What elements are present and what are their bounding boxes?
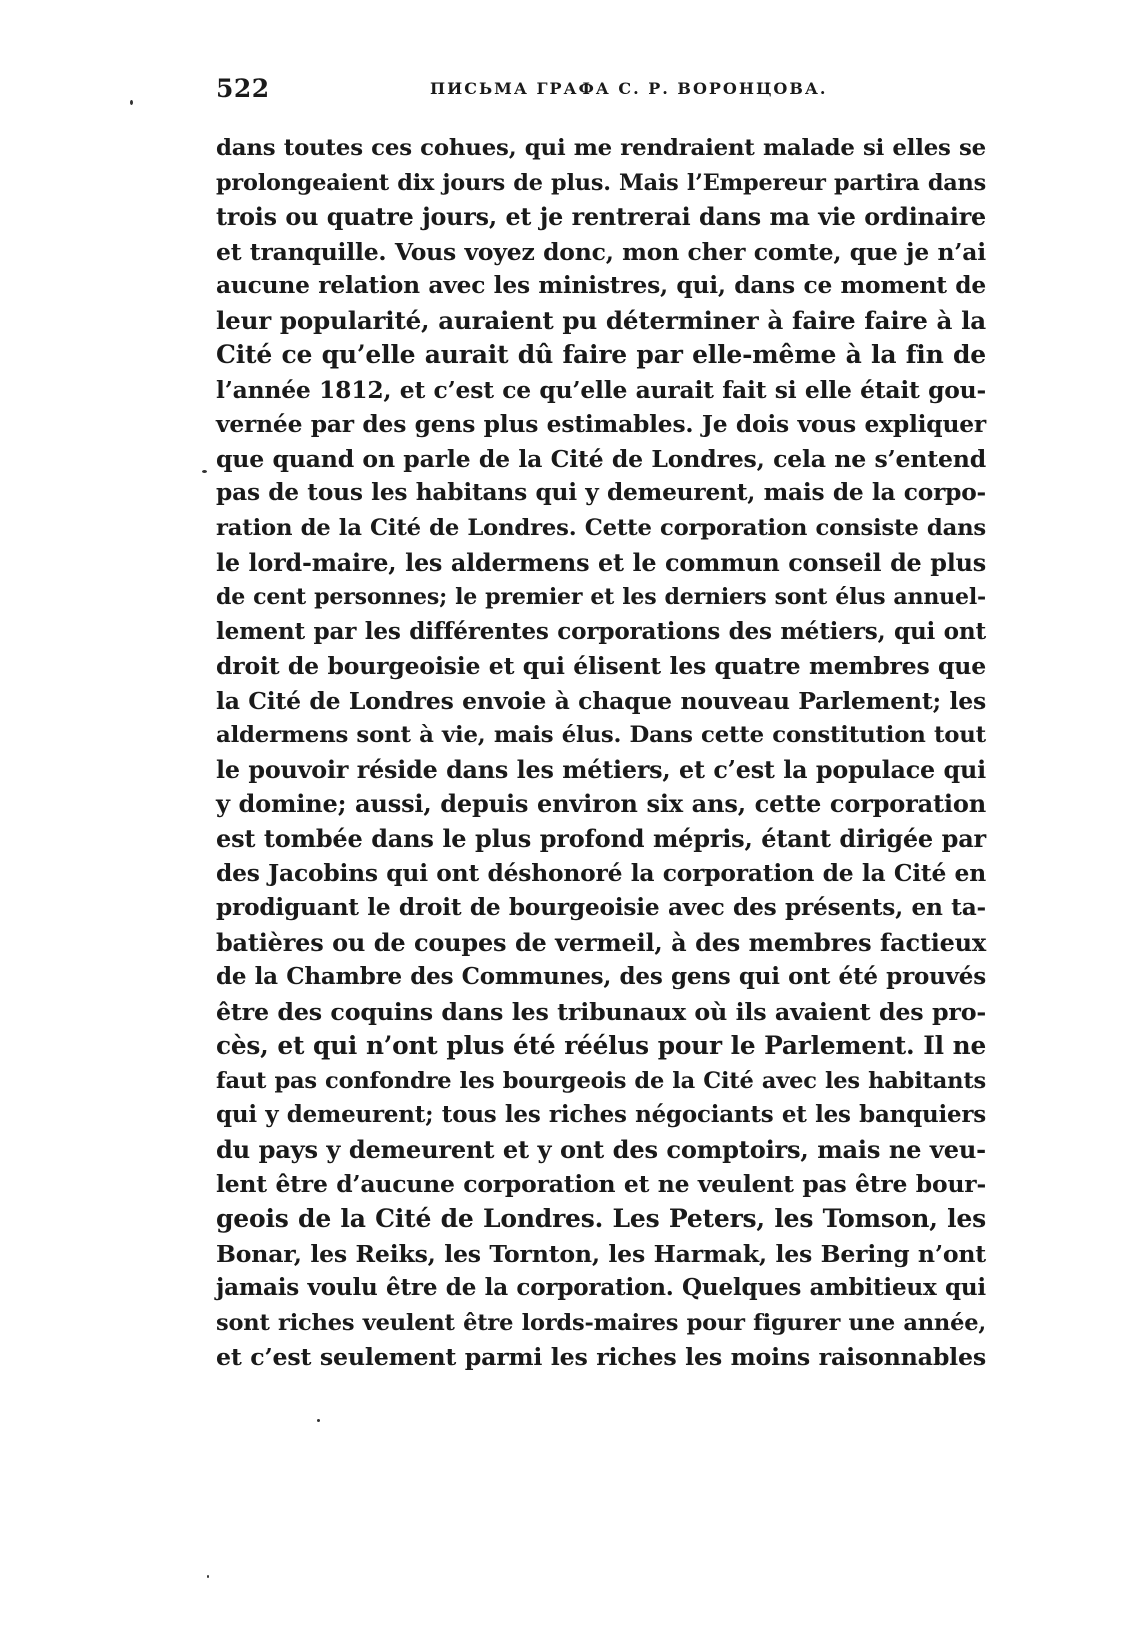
- text-line: être des coquins dans les tribunaux où ils avaient des pro-: [216, 997, 986, 1026]
- text-line: Bonar, les Reiks, les Tornton, les Harmak, les Bering n’ont: [216, 1239, 986, 1268]
- text-line: cès, et qui n’ont plus été réélus pour le Parlement. Il ne: [216, 1031, 986, 1061]
- text-line: Cité ce qu’elle aurait dû faire par elle-même à la fin de: [216, 340, 986, 370]
- scan-speck: [130, 100, 133, 105]
- text-line: trois ou quatre jours, et je rentrerai dans ma vie ordinaire: [216, 203, 986, 232]
- text-line: faut pas confondre les bourgeois de la Cité avec les habitants: [216, 1067, 986, 1094]
- text-line: le pouvoir réside dans les métiers, et c’est la populace qui: [216, 755, 986, 784]
- text-line: le lord-maire, les aldermens et le commun conseil de plus: [216, 548, 986, 577]
- text-line: prodiguant le droit de bourgeoisie avec des présents, en ta-: [216, 894, 986, 922]
- text-line: qui y demeurent; tous les riches négociants et les banquiers: [216, 1101, 986, 1129]
- running-head: [216, 74, 984, 104]
- text-line: est tombée dans le plus profond mépris, étant dirigée par: [216, 823, 986, 853]
- text-line: jamais voulu être de la corporation. Quelques ambitieux qui: [216, 1274, 986, 1302]
- text-line: de cent personnes; le premier et les derniers sont élus annuel-: [216, 584, 986, 611]
- text-line: droit de bourgeoisie et qui élisent les quatre membres que: [216, 652, 986, 681]
- text-line: l’année 1812, et c’est ce qu’elle aurait fait si elle était gou-: [216, 375, 986, 404]
- text-line: y domine; aussi, depuis environ six ans, cette corporation: [216, 789, 986, 819]
- text-line: aucune relation avec les ministres, qui, dans ce moment de: [216, 272, 986, 300]
- text-line: des Jacobins qui ont déshonoré la corporation de la Cité en: [216, 859, 986, 888]
- text-line: et tranquille. Vous voyez donc, mon cher comte, que je n’ai: [216, 237, 986, 266]
- page-number: 522: [216, 74, 270, 103]
- scan-speck: [202, 470, 207, 473]
- text-line: pas de tous les habitans qui y demeurent, mais de la corpo-: [216, 479, 986, 507]
- running-head-title: ПИСЬМА ГРАФА С. Р. ВОРОНЦОВА.: [430, 79, 828, 98]
- text-line: de la Chambre des Communes, des gens qui ont été prouvés: [216, 963, 986, 991]
- scan-speck: [317, 1419, 320, 1422]
- body-text: [216, 131, 986, 1375]
- text-line: prolongeaient dix jours de plus. Mais l’Empereur partira dans: [216, 169, 986, 196]
- text-line: dans toutes ces cohues, qui me rendraient malade si elles se: [216, 135, 986, 161]
- text-line: la Cité de Londres envoie à chaque nouveau Parlement; les: [216, 686, 986, 715]
- text-line: batières ou de coupes de vermeil, à des membres factieux: [216, 927, 986, 957]
- text-line: et c’est seulement parmi les riches les moins raisonnables: [216, 1343, 986, 1372]
- text-line: sont riches veulent être lords-maires pour figurer une année,: [216, 1309, 986, 1336]
- text-line: du pays y demeurent et y ont des comptoirs, mais ne veu-: [216, 1134, 986, 1164]
- text-line: vernée par des gens plus estimables. Je dois vous expliquer: [216, 410, 986, 439]
- scan-speck: [207, 1575, 209, 1578]
- text-line: que quand on parle de la Cité de Londres, cela ne s’entend: [216, 444, 986, 473]
- text-line: geois de la Cité de Londres. Les Peters, les Tomson, les: [216, 1203, 986, 1233]
- text-line: lent être d’aucune corporation et ne veulent pas être bour-: [216, 1170, 986, 1199]
- text-line: leur popularité, auraient pu déterminer à faire faire à la: [216, 305, 986, 335]
- text-line: aldermens sont à vie, mais élus. Dans cette constitution tout: [216, 722, 986, 749]
- text-line: lement par les différentes corporations des métiers, qui ont: [216, 617, 986, 645]
- text-line: ration de la Cité de Londres. Cette corporation consiste dans: [216, 515, 986, 542]
